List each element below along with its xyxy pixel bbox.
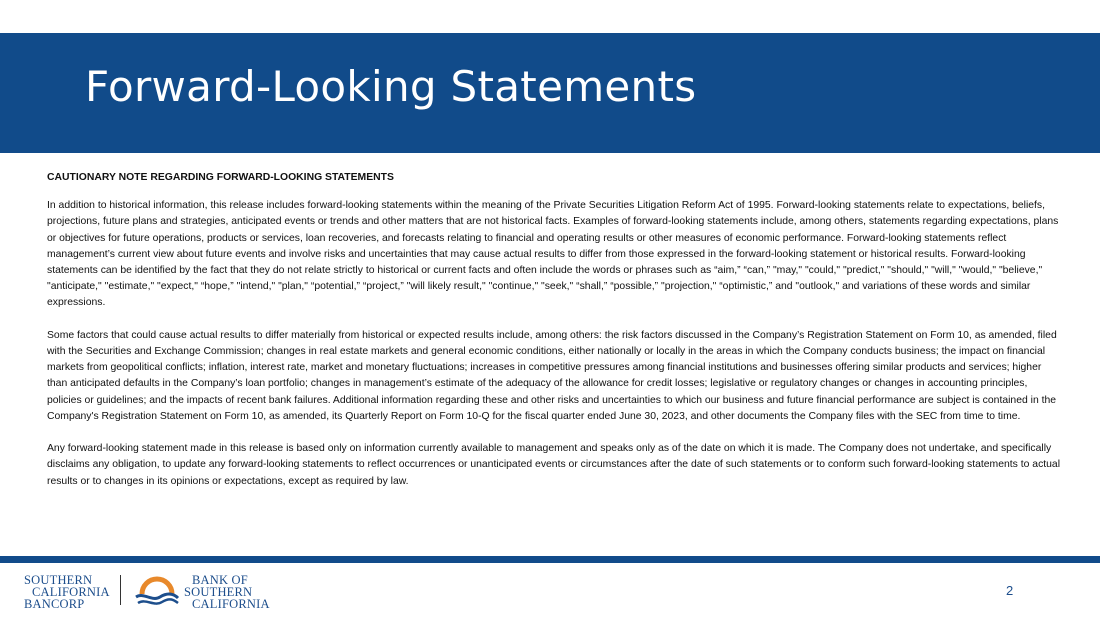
logo-divider <box>120 575 121 605</box>
logo-right-line-1: BANK OF <box>192 573 248 587</box>
paragraph-forward-looking-definition: In addition to historical information, this release includes forward-looking statements within the meaning of the Private Securities Litigation Reform Act of 1995. Forward-looking statements relate to expectations, beliefs, projections, future plans and strategies, anticipated events or trends and other matters that are not historical facts. Examples of forward-looking statements include, among others, statements regarding expectations, plans or objectives for future operations, products or services, loan recoveries, and forecasts relating to financial and operating results or other measures of economic performance. Forward-looking statements reflect management’s current view about future events and involve risks and uncertainties that may cause actual results to differ from those expressed in the forward-looking statement or historical results. Forward-looking statements can be identified by the fact that they do not relate strictly to historical or current facts and often include the words or phrases such as “aim,” “can,” "may," "could," "predict," "should," "will," "would," "believe," "anticipate," "estimate," "expect," “hope,” "intend," "plan," “potential,” “project,” "will likely result," "continue," "seek," “shall,” “possible,” "projection," “optimistic,” and "outlook," and variations of these words and similar expressions. <box>47 200 1059 309</box>
page-number: 2 <box>1006 583 1014 598</box>
southern-california-bancorp-logo <box>24 574 110 610</box>
page-title: Forward-Looking Statements <box>85 62 697 111</box>
footer-logos <box>24 570 284 610</box>
content-body <box>47 170 1064 506</box>
footer-rule <box>0 556 1100 563</box>
logo-right-line-2: SOUTHERN <box>184 585 253 599</box>
sun-wave-logo-icon <box>134 572 180 608</box>
paragraph-risk-factors: Some factors that could cause actual results to differ materially from historical or expected results include, among others: the risk factors discussed in the Company’s Registration Statement on Form 10, as amended, filed with the Securities and Exchange Commission; changes in real estate markets and general economic conditions, either nationally or locally in the areas in which the Company conducts business; the impact on financial markets from geopolitical conflicts; inflation, interest rate, market and monetary fluctuations; increases in competitive pressures among financial institutions and businesses offering similar products and services; higher than anticipated defaults in the Company’s loan portfolio; changes in management’s estimate of the adequacy of the allowance for credit losses; legislative or regulatory changes or changes in accounting principles, policies or guidelines; and the impacts of recent bank failures. Additional information regarding these and other risks and uncertainties to which our business and future financial performance are subject is contained in the Company's Registration Statement on Form 10, as amended, its Quarterly Report on Form 10-Q for the fiscal quarter ended June 30, 2023, and other documents the Company files with the SEC from time to time. <box>47 329 1057 422</box>
bank-of-southern-california-logo <box>184 574 270 610</box>
section-heading: CAUTIONARY NOTE REGARDING FORWARD-LOOKING STATEMENTS <box>47 172 394 183</box>
logo-left-line-2: CALIFORNIA <box>32 585 110 599</box>
logo-right-line-3: CALIFORNIA <box>192 597 270 611</box>
logo-left-line-3: BANCORP <box>24 597 85 611</box>
paragraph-no-obligation: Any forward-looking statement made in this release is based only on information currently available to management and speaks only as of the date on which it is made. The Company does not undertake, and specifically disclaims any obligation, to update any forward-looking statements to reflect occurrences or unanticipated events or circumstances after the date of such statements or to conform such forward-looking statements to actual results or to changes in its opinions or expectations, except as required by law. <box>47 443 1061 487</box>
logo-left-line-1: SOUTHERN <box>24 573 93 587</box>
